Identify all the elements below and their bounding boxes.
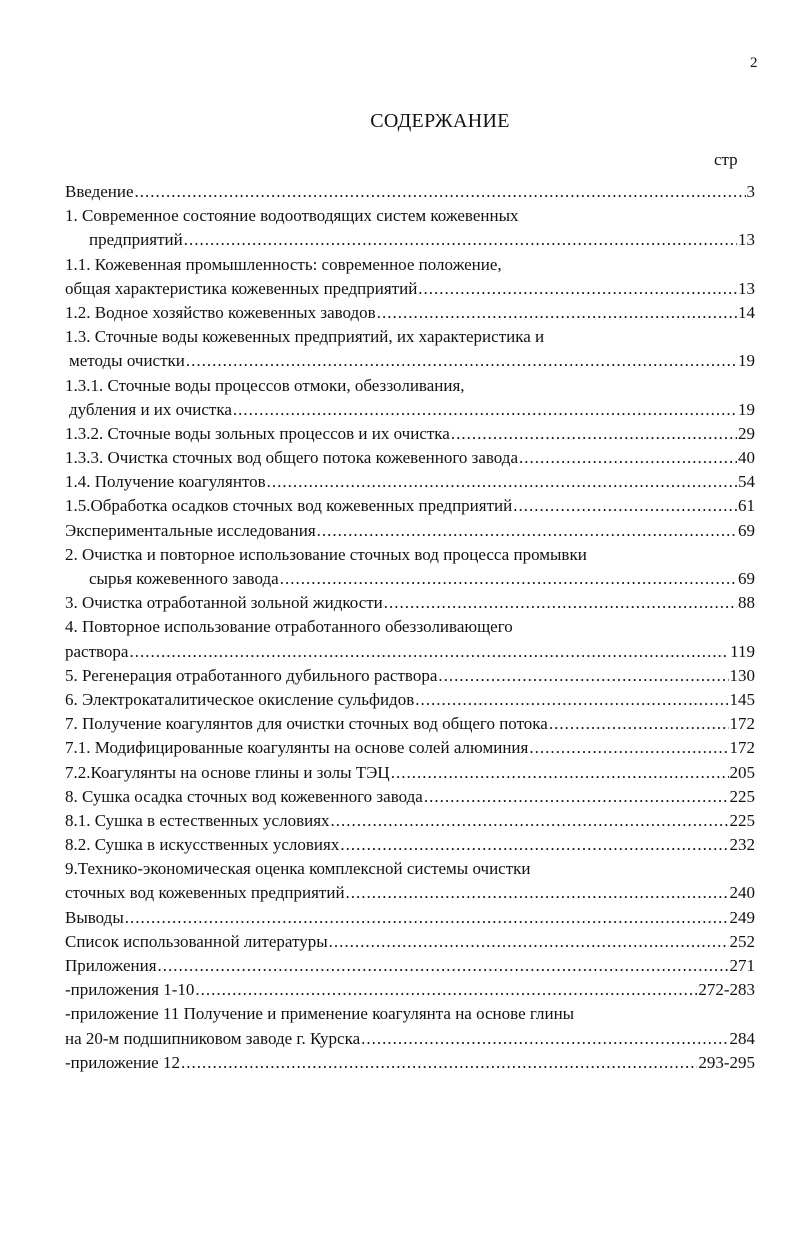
toc-entry-title: 2. Очистка и повторное использование сточных вод процесса промывки bbox=[65, 544, 587, 564]
toc-entry-title: 8.1. Сушка в естественных условиях bbox=[65, 810, 330, 830]
toc-entry bbox=[65, 470, 755, 494]
dot-leader bbox=[346, 881, 729, 905]
dot-leader bbox=[329, 930, 729, 954]
toc-entry-page: 13 bbox=[738, 278, 755, 298]
toc-entry-title: общая характеристика кожевенных предприятий bbox=[65, 278, 418, 298]
toc-entry-title: методы очистки bbox=[69, 351, 185, 371]
dot-leader bbox=[418, 277, 737, 301]
toc-entry-title: 1.4. Получение коагулянтов bbox=[65, 472, 266, 492]
toc-entry-title: 1.5.Обработка осадков сточных вод кожевенных предприятий bbox=[65, 496, 513, 516]
dot-leader bbox=[415, 688, 728, 712]
toc-entry-title: 5. Регенерация отработанного дубильного раствора bbox=[65, 665, 438, 685]
toc-entry-title: 1.2. Водное хозяйство кожевенных заводов bbox=[65, 302, 376, 322]
dot-leader bbox=[451, 422, 737, 446]
toc-entry-title: 3. Очистка отработанной зольной жидкости bbox=[65, 593, 383, 613]
toc-entry-page: 293-295 bbox=[698, 1052, 755, 1072]
toc-entry bbox=[65, 640, 755, 664]
toc-entry-page: 88 bbox=[738, 593, 755, 613]
toc-entry bbox=[65, 809, 755, 833]
dot-leader bbox=[519, 446, 737, 470]
toc-entry-title: Введение bbox=[65, 182, 134, 201]
toc-entry bbox=[65, 761, 755, 785]
toc-entry-title: 7.2.Коагулянты на основе глины и золы ТЭЦ bbox=[65, 762, 390, 782]
toc-entry-page: 225 bbox=[729, 786, 755, 806]
toc-entry bbox=[65, 543, 755, 567]
dot-leader bbox=[280, 567, 737, 591]
toc-entry-page: 119 bbox=[730, 641, 755, 661]
toc-entry-page: 14 bbox=[738, 302, 755, 322]
toc-entry-page: 172 bbox=[729, 738, 755, 758]
toc-entry-page: 19 bbox=[738, 351, 755, 371]
toc-entry bbox=[65, 688, 755, 712]
dot-leader bbox=[317, 519, 737, 543]
toc-entry-page: 249 bbox=[729, 907, 755, 927]
toc-entry-title: 8. Сушка осадка сточных вод кожевенного завода bbox=[65, 786, 423, 806]
toc-entry-page: 61 bbox=[738, 496, 755, 516]
dot-leader bbox=[438, 664, 728, 688]
toc-entry-title: сырья кожевенного завода bbox=[89, 569, 279, 588]
toc-entry bbox=[65, 664, 755, 688]
toc-entry bbox=[65, 591, 755, 615]
toc-entry bbox=[65, 930, 755, 954]
toc-entry bbox=[65, 204, 755, 228]
dot-leader bbox=[125, 906, 729, 930]
toc-entry bbox=[65, 1051, 755, 1075]
toc-entry bbox=[65, 494, 755, 518]
toc-entry-page: 271 bbox=[729, 956, 755, 975]
toc-entry-page: 225 bbox=[729, 810, 755, 830]
toc-entry-title: -приложение 11 Получение и применение коагулянта на основе глины bbox=[65, 1004, 575, 1024]
toc-entry-page: 69 bbox=[738, 569, 755, 588]
toc-entry-title: 1.3.2. Сточные воды зольных процессов и их очистка bbox=[65, 423, 450, 443]
toc-entry-title: -приложение 12 bbox=[65, 1052, 180, 1072]
page-number: 2 bbox=[750, 55, 758, 71]
toc-entry-page: 19 bbox=[738, 399, 755, 419]
toc-entry-title: 1.3.1. Сточные воды процессов отмоки, обеззоливания, bbox=[65, 375, 465, 395]
toc-entry-title: Приложения bbox=[65, 956, 157, 975]
toc-entry-title: 8.2. Сушка в искусственных условиях bbox=[65, 835, 340, 855]
toc-entry-page: 240 bbox=[729, 883, 755, 903]
toc-entry-title: 1.3.3. Очистка сточных вод общего потока кожевенного завода bbox=[65, 448, 518, 468]
dot-leader bbox=[424, 785, 729, 809]
dot-leader bbox=[158, 954, 729, 978]
toc-entry-title: Выводы bbox=[65, 907, 124, 927]
dot-leader bbox=[391, 761, 729, 785]
toc-entry-page: 29 bbox=[738, 423, 755, 443]
toc-entry bbox=[65, 857, 755, 881]
toc-entry bbox=[65, 277, 755, 301]
page-column-label: стр bbox=[714, 150, 738, 169]
dot-leader bbox=[135, 180, 746, 204]
toc-entry-page: 13 bbox=[738, 230, 755, 250]
toc-entry-title: сточных вод кожевенных предприятий bbox=[65, 883, 345, 903]
toc-entry-title: 1. Современное состояние водоотводящих систем кожевенных bbox=[65, 206, 519, 226]
toc-entry-title: 1.1. Кожевенная промышленность: современное положение, bbox=[65, 254, 502, 274]
toc-entry bbox=[65, 1027, 755, 1051]
toc-entry-page: 252 bbox=[729, 931, 755, 951]
toc-entry-title: дубления и их очистка bbox=[69, 399, 232, 419]
dot-leader bbox=[184, 228, 737, 252]
toc-entry bbox=[65, 906, 755, 930]
page-title: СОДЕРЖАНИЕ bbox=[370, 110, 510, 132]
table-of-contents bbox=[65, 180, 755, 1075]
dot-leader bbox=[186, 349, 737, 373]
toc-entry bbox=[65, 712, 755, 736]
toc-entry-title: 7. Получение коагулянтов для очистки сточных вод общего потока bbox=[65, 714, 548, 734]
dot-leader bbox=[181, 1051, 697, 1075]
toc-entry bbox=[65, 1002, 755, 1026]
toc-entry-page: 54 bbox=[738, 472, 755, 492]
toc-entry-title: 7.1. Модифицированные коагулянты на основе солей алюминия bbox=[65, 738, 529, 758]
toc-entry bbox=[65, 567, 755, 591]
dot-leader bbox=[195, 978, 697, 1002]
toc-entry-title: Список использованной литературы bbox=[65, 931, 328, 951]
dot-leader bbox=[384, 591, 737, 615]
dot-leader bbox=[267, 470, 737, 494]
toc-entry bbox=[65, 253, 755, 277]
dot-leader bbox=[340, 833, 728, 857]
toc-entry bbox=[65, 228, 755, 252]
toc-entry bbox=[65, 301, 755, 325]
toc-entry bbox=[65, 325, 755, 349]
toc-entry bbox=[65, 785, 755, 809]
toc-entry-page: 272-283 bbox=[698, 980, 755, 1000]
dot-leader bbox=[233, 398, 737, 422]
toc-entry-title: 4. Повторное использование отработанного обеззоливающего bbox=[65, 617, 513, 637]
dot-leader bbox=[361, 1027, 728, 1051]
dot-leader bbox=[129, 640, 729, 664]
toc-entry bbox=[65, 736, 755, 760]
toc-entry bbox=[65, 881, 755, 905]
toc-entry-page: 284 bbox=[729, 1028, 755, 1048]
toc-entry bbox=[65, 446, 755, 470]
toc-entry-page: 3 bbox=[746, 182, 755, 201]
toc-entry-title: раствора bbox=[65, 641, 129, 661]
toc-entry-page: 145 bbox=[729, 689, 755, 709]
toc-entry-page: 172 bbox=[729, 714, 755, 734]
toc-entry-page: 232 bbox=[729, 835, 755, 855]
toc-entry-title: на 20-м подшипниковом заводе г. Курска bbox=[65, 1028, 361, 1048]
dot-leader bbox=[513, 494, 737, 518]
toc-entry-title: -приложения 1-10 bbox=[65, 980, 195, 1000]
toc-entry bbox=[65, 615, 755, 639]
toc-entry-page: 205 bbox=[729, 762, 755, 782]
toc-entry bbox=[65, 422, 755, 446]
toc-entry bbox=[65, 833, 755, 857]
toc-entry bbox=[65, 374, 755, 398]
toc-entry-title: 1.3. Сточные воды кожевенных предприятий, их характеристика и bbox=[65, 327, 545, 347]
toc-entry bbox=[65, 978, 755, 1002]
toc-entry bbox=[65, 398, 755, 422]
dot-leader bbox=[529, 736, 728, 760]
dot-leader bbox=[377, 301, 737, 325]
toc-entry bbox=[65, 519, 755, 543]
toc-entry bbox=[65, 954, 755, 978]
toc-entry bbox=[65, 349, 755, 373]
toc-entry-page: 40 bbox=[738, 448, 755, 468]
toc-entry-title: Экспериментальные исследования bbox=[65, 520, 316, 540]
toc-entry-title: 9.Технико-экономическая оценка комплексной системы очистки bbox=[65, 859, 531, 879]
toc-entry-page: 130 bbox=[729, 665, 755, 685]
toc-entry-page: 69 bbox=[738, 520, 755, 540]
toc-entry-title: 6. Электрокаталитическое окисление сульфидов bbox=[65, 689, 415, 709]
dot-leader bbox=[331, 809, 729, 833]
dot-leader bbox=[549, 712, 729, 736]
toc-entry bbox=[65, 180, 755, 204]
toc-entry-title: предприятий bbox=[89, 230, 183, 250]
